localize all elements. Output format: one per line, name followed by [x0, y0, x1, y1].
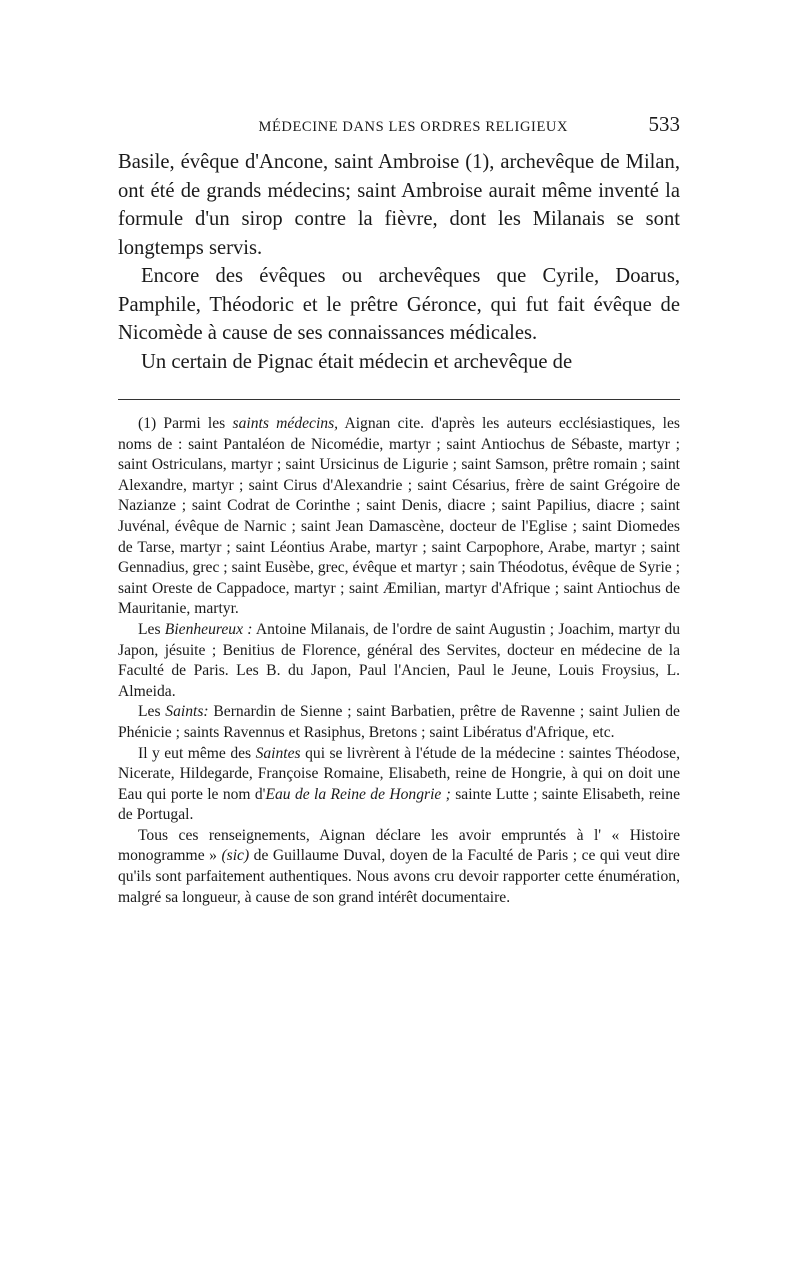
paragraph-3: Un certain de Pignac était médecin et archevêque de	[141, 350, 573, 373]
footnote-saintes	[118, 744, 680, 826]
footnote-bienheureux	[118, 620, 680, 702]
footnote-text: Il y eut même des	[138, 744, 252, 762]
paragraph-2: Encore des évêques ou archevêques que Cyrile, Doarus, Pamphile, Théodoric et le prêtre Géronce, qui fut fait évêque de Nicomède à cause de ses connaissances médicales.	[118, 265, 680, 344]
footnotes	[118, 414, 680, 908]
footnote-italic: saints médecins,	[232, 415, 339, 432]
main-text	[118, 148, 680, 376]
footnote-saints	[118, 702, 680, 743]
footnote-italic: Eau de la Reine de Hongrie ;	[265, 785, 451, 803]
footnote-text: Tous ces renseignements, Aignan déclare les avoir empruntés à l' « Histoire monogramme »	[118, 826, 680, 865]
running-head: MÉDECINE DANS LES ORDRES RELIGIEUX	[258, 119, 569, 135]
footnote-text: Antoine Milanais, de l'ordre de saint Augustin ; Joachim, martyr du Japon, jésuite ; Benitius de Florence, général des Servites, docteur en médecine de la Faculté de Paris. Les B. du Japon, Paul l'Ancien, Paul le Jeune, Louis Froysius, L. Almeida.	[118, 620, 680, 700]
footnote-italic: (sic)	[221, 847, 250, 865]
footnote-text: (1) Parmi les	[138, 415, 226, 432]
footnote-italic: Bienheureux :	[164, 620, 253, 638]
footnote-text: Bernardin de Sienne ; saint Barbatien, prêtre de Ravenne ; saint Julien de Phénicie ; saints Ravennus et Rasiphus, Bretons ; saint Libératus d'Afrique, etc.	[118, 703, 680, 741]
page-number: 533	[648, 112, 680, 136]
book-page	[118, 112, 680, 908]
footnote-text: de Guillaume Duval, doyen de la Faculté de Paris ; ce qui veut dire qu'ils sont parfaitement authentiques. Nous avons cru devoir rapporter cette énumération, malgré sa longueur, à cause de son grand intérêt documentaire.	[118, 847, 680, 906]
paragraph-1: Basile, évêque d'Ancone, saint Ambroise (1), archevêque de Milan, ont été de grands médecins; saint Ambroise aurait même inventé la formule d'un sirop contre la fièvre, dont les Milanais se sont longtemps servis.	[118, 151, 680, 259]
footnote-italic: Saintes	[255, 744, 301, 762]
footnote-text: qui se livrèrent à l'étude de la médecine : saintes Théodose, Nicerate, Hildegarde, Françoise Romaine, Elisabeth, reine de Hongrie, à qui on doit une Eau qui porte le nom d'	[118, 744, 680, 803]
footnote-sources	[118, 826, 680, 908]
footnote-italic: Saints:	[165, 703, 209, 721]
page-header	[118, 112, 680, 140]
footnote-text: Les	[138, 703, 161, 721]
footnote-1	[118, 414, 680, 620]
footnote-text: Les	[138, 620, 161, 638]
footnote-text: Aignan cite. d'après les auteurs ecclésiastiques, les noms de : saint Pantaléon de Nicomédie, martyr ; saint Antiochus de Sébaste, martyr ; saint Ostriculans, martyr ; saint Ursicinus de Ligurie ; saint Samson, prêtre romain ; saint Alexandre, martyr ; saint Cirus d'Alexandrie ; saint Césarius, frère de saint Grégoire de Nazianze ; saint Codrat de Corinthe ; saint Denis, diacre ; saint Papilius, diacre ; saint Juvénal, évêque de Narnic ; saint Jean Damascène, docteur de l'Eglise ; saint Diomedes de Tarse, martyr ; saint Léontius Arabe, martyr ; saint Carpophore, Arabe, martyr ; saint Gennadius, grec ; saint Eusèbe, grec, évêque et martyr ; sain Théodotus, évêque de Syrie ; saint Oreste de Cappadoce, martyr ; saint Æmilian, martyr d'Afrique ; saint Antiochus de Mauritanie, martyr.	[118, 415, 680, 618]
footnote-divider	[118, 399, 680, 400]
footnote-text: sainte Lutte ; sainte Elisabeth, reine de Portugal.	[118, 785, 680, 824]
